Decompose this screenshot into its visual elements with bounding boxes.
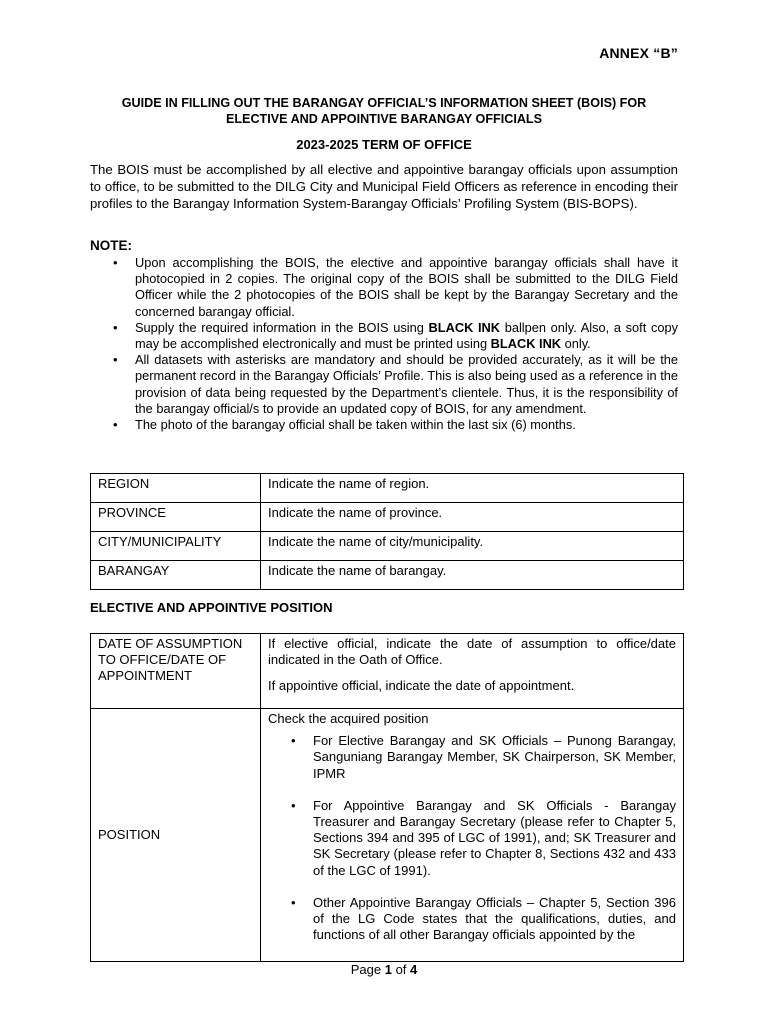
note-item: • Upon accomplishing the BOIS, the elective and appointive barangay officials shall have it photocopied in 2 copies. The original copy of the BOIS shall be submitted to the DILG Field Officer while the 2 photocopies of the BOIS shall be kept by the Barangay Secretary and the concerned barangay official. <box>90 255 678 320</box>
table-row <box>91 709 684 962</box>
position-table <box>90 633 684 962</box>
table-row <box>91 561 684 590</box>
annex-label: ANNEX “B” <box>599 45 678 61</box>
note-item: • All datasets with asterisks are mandatory and should be provided accurately, as it will be the permanent record in the Barangay Officials’ Profile. This is also being used as a reference in the provision of data being requested by the Department’s clientele. Thus, it is the responsibility of the barangay official/s to provide an updated copy of BOIS, for any amendment. <box>90 352 678 417</box>
intro-paragraph: The BOIS must be accomplished by all elective and appointive barangay officials upon assumption to office, to be submitted to the DILG City and Municipal Field Officers as reference in encoding their profiles to the Barangay Information System-Barangay Officials’ Profiling System (BIS-BOPS). <box>90 162 678 211</box>
black-ink-emphasis: BLACK INK <box>428 319 501 335</box>
position-list <box>268 733 676 943</box>
field-label: CITY/MUNICIPALITY <box>91 532 261 561</box>
table-row <box>91 474 684 503</box>
document-title <box>60 95 708 127</box>
instruction-elective: If elective official, indicate the date of assumption to office/date indicated in the Oath of Office. <box>268 636 676 668</box>
note-list <box>90 255 678 433</box>
black-ink-emphasis: BLACK INK <box>490 336 562 352</box>
field-instruction: Indicate the name of province. <box>261 503 684 532</box>
note-item: • The photo of the barangay official shall be taken within the last six (6) months. <box>90 417 678 433</box>
note-item: • Supply the required information in the BOIS using BLACK INK ballpen only. Also, a soft copy may be accomplished electronically and must be printed using BLACK INK only. <box>90 320 678 352</box>
table-row <box>91 634 684 709</box>
instruction-appointive: If appointive official, indicate the date of appointment. <box>268 678 575 694</box>
position-item: • For Elective Barangay and SK Officials – Punong Barangay, Sanguniang Barangay Member, SK Chairperson, SK Member, IPMR <box>268 733 676 782</box>
field-label: DATE OF ASSUMPTION TO OFFICE/DATE OF APPOINTMENT <box>91 634 261 709</box>
field-instruction: Indicate the name of region. <box>261 474 684 503</box>
position-intro: Check the acquired position <box>268 711 429 726</box>
note-label: NOTE: <box>90 238 132 253</box>
location-table <box>90 473 684 590</box>
field-instruction <box>261 709 684 962</box>
field-instruction: Indicate the name of city/municipality. <box>261 532 684 561</box>
title-line-2: ELECTIVE AND APPOINTIVE BARANGAY OFFICIALS <box>225 112 543 126</box>
field-label: POSITION <box>91 709 261 962</box>
table-row <box>91 503 684 532</box>
field-instruction: Indicate the name of barangay. <box>261 561 684 590</box>
title-line-1: GUIDE IN FILLING OUT THE BARANGAY OFFICIAL’S INFORMATION SHEET (BOIS) FOR <box>121 96 647 110</box>
table-row <box>91 532 684 561</box>
field-label: PROVINCE <box>91 503 261 532</box>
section-title: ELECTIVE AND APPOINTIVE POSITION <box>90 600 333 615</box>
field-instruction <box>261 634 684 709</box>
term-of-office: 2023-2025 TERM OF OFFICE <box>296 137 472 152</box>
position-item: • Other Appointive Barangay Officials – Chapter 5, Section 396 of the LG Code states that the qualifications, duties, and functions of all other Barangay officials appointed by the <box>268 895 676 944</box>
position-item: • For Appointive Barangay and SK Officials - Barangay Treasurer and Barangay Secretary (please refer to Chapter 5, Sections 394 and 395 of LGC of 1991), and; SK Treasurer and SK Secretary (please refer to Chapter 8, Sections 432 and 433 of the LGC of 1991). <box>268 798 676 879</box>
field-label: REGION <box>91 474 261 503</box>
page-number: Page 1 of 4 <box>350 962 418 977</box>
field-label: BARANGAY <box>91 561 261 590</box>
